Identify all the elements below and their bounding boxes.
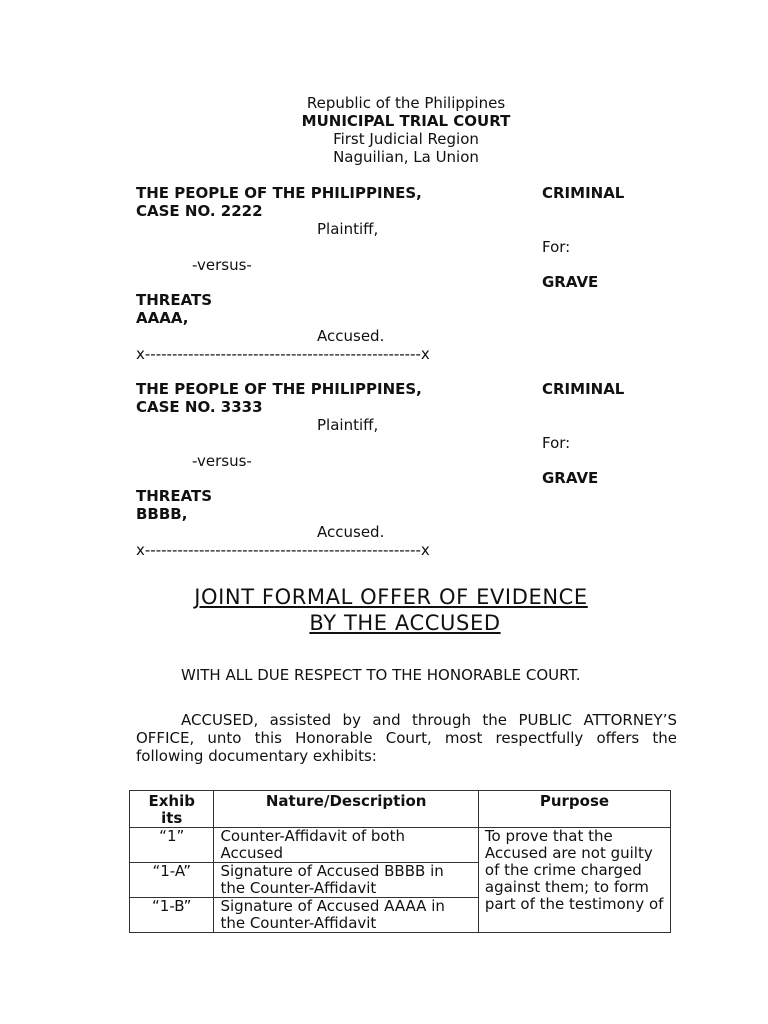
table-row [130, 828, 671, 863]
table-header-row [130, 791, 671, 828]
accused-label: Accused. [317, 523, 385, 541]
accused-label: Accused. [317, 327, 385, 345]
document-title-line2: BY THE ACCUSED [309, 611, 501, 635]
criminal-label: CRIMINAL [542, 184, 625, 202]
offer-paragraph: ACCUSED, assisted by and through the PUBLIC ATTORNEY’S OFFICE, unto this Honorable Court, most respectfully offers the following documentary exhibits: [136, 711, 677, 765]
exhibit-number: “1-B” [130, 898, 214, 933]
for-label: For: [542, 238, 571, 256]
plaintiff-label: Plaintiff, [317, 220, 379, 238]
exhibit-description: Counter-Affidavit of both Accused [214, 828, 478, 863]
header-exhibits [130, 791, 214, 828]
court-location: Naguilian, La Union [333, 148, 479, 166]
for-label: For: [542, 434, 571, 452]
grave-label: GRAVE [542, 469, 599, 487]
threats-label: THREATS [136, 291, 213, 309]
court-header [0, 94, 768, 166]
criminal-label: CRIMINAL [542, 380, 625, 398]
people-line: THE PEOPLE OF THE PHILIPPINES, [136, 380, 422, 398]
exhibit-number: “1-A” [130, 863, 214, 898]
judicial-region: First Judicial Region [333, 130, 479, 148]
caption-divider: x---------------------------------------------------x [136, 345, 430, 363]
document-title-line1: JOINT FORMAL OFFER OF EVIDENCE [194, 585, 588, 609]
court-name: MUNICIPAL TRIAL COURT [301, 112, 511, 130]
plaintiff-label: Plaintiff, [317, 416, 379, 434]
exhibit-number: “1” [130, 828, 214, 863]
case-number: CASE NO. 3333 [136, 398, 263, 416]
header-purpose: Purpose [478, 791, 670, 828]
exhibit-description: Signature of Accused BBBB in the Counter-Affidavit [214, 863, 478, 898]
header-description: Nature/Description [214, 791, 478, 828]
exhibit-purpose: To prove that the Accused are not guilty of the crime charged against them; to form part of the testimony of [478, 828, 670, 933]
header-exhibits-part2: its [161, 809, 183, 827]
versus-label: -versus- [192, 452, 252, 470]
grave-label: GRAVE [542, 273, 599, 291]
people-line: THE PEOPLE OF THE PHILIPPINES, [136, 184, 422, 202]
accused-name: BBBB, [136, 505, 188, 523]
header-exhibits-part1: Exhib [148, 792, 195, 810]
caption-divider: x---------------------------------------------------x [136, 541, 430, 559]
exhibit-description: Signature of Accused AAAA in the Counter-Affidavit [214, 898, 478, 933]
salutation: WITH ALL DUE RESPECT TO THE HONORABLE COURT. [181, 666, 581, 684]
threats-label: THREATS [136, 487, 213, 505]
exhibits-table [129, 790, 671, 933]
accused-name: AAAA, [136, 309, 189, 327]
versus-label: -versus- [192, 256, 252, 274]
republic-line: Republic of the Philippines [306, 94, 506, 112]
case-number: CASE NO. 2222 [136, 202, 263, 220]
